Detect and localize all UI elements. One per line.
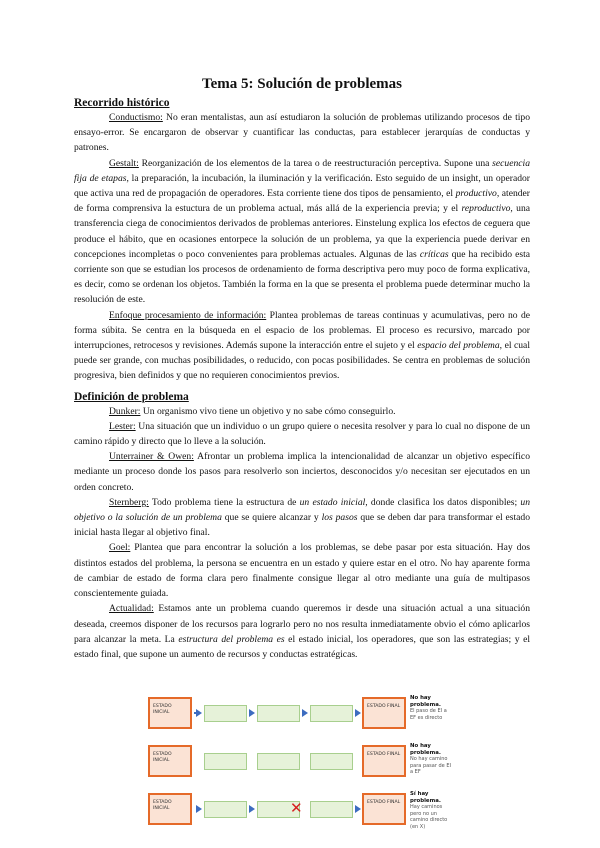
paragraph-text: , el cual puede ser grande, con muchas posibilidades, o reducido, con pocas posibilidades. Se centra en problemas de solución progresiva, bien definidos y que no requieren conocimientos previos. [74, 340, 530, 382]
paragraph-text: , donde clasifica los datos disponibles; [365, 496, 521, 508]
diagram-note [410, 695, 454, 721]
arrow-icon [302, 709, 308, 717]
step-box [204, 753, 247, 770]
paragraph-lester [74, 419, 530, 449]
note-title: Sí hay problema. [410, 791, 441, 804]
term-actualidad: Actualidad: [109, 603, 154, 615]
diagram-note [410, 791, 454, 830]
initial-state-box: ESTADO INICIAL [148, 793, 192, 825]
problem-states-diagram [144, 689, 458, 839]
paragraph-text: Plantea problemas de tareas continuas y acumulativas, pero no de forma súbita. Se centra en la búsqueda en el espacio de los problemas. El proceso es recursivo, marcado por interrupciones, retrocesos y revisiones. Además supone la interacción entre el sujeto y el [74, 309, 530, 352]
emphasis: los pasos [321, 512, 358, 524]
emphasis: productivo [455, 188, 497, 200]
section-heading-history: Recorrido histórico [74, 97, 170, 109]
paragraph-text: Reorganización de los elementos de la tarea o de reestructuración perceptiva. Supone una [138, 157, 493, 169]
emphasis: un estado inicial [299, 496, 366, 508]
document-page [74, 76, 530, 662]
note-text: No hay camino para pasar de EI a EF [410, 756, 451, 775]
initial-state-box: ESTADO INICIAL [148, 745, 192, 777]
emphasis: estructura del problema es [178, 633, 285, 645]
paragraph-text: No eran mentalistas, aun así estudiaron la solución de problemas utilizando procesos de tipo ensayo-error. Se encargaron de observar y cuantificar las conductas, para establecer jerarquías de conductas y patrones. [74, 112, 530, 154]
step-box [310, 801, 353, 818]
page-title: Tema 5: Solución de problemas [201, 76, 403, 92]
final-state-box: ESTADO FINAL [362, 697, 406, 729]
term-lester: Lester: [109, 420, 136, 432]
step-box [257, 705, 300, 722]
arrow-icon [355, 805, 361, 813]
emphasis: secuencia fija de etapas [74, 157, 530, 184]
paragraph-text: Una situación que un individuo o un grupo quiere o necesita resolver y para lo cual no dispone de un camino rápido y directo que lo lleve a la solución. [74, 420, 530, 448]
arrow-icon [196, 805, 202, 813]
paragraph-unterrainer [74, 449, 530, 495]
step-box [257, 753, 300, 770]
paragraph-text: Plantea que para encontrar la solución a los problemas, se debe pasar por esta situación. Hay dos distintos estados del problema, la persona se encuentra en un estado y quiere estar en el otro. No hay aparente forma de cambiar de estado de forma clara pero finalmente consigue llegar al otro mediante una guía de multipasos conscientemente guiada. [74, 542, 530, 600]
diagram-note [410, 743, 454, 776]
paragraph-gestalt [74, 156, 530, 308]
paragraph-text: que se quiere alcanzar y [221, 512, 322, 524]
note-text: Hay caminos pero no un camino directo (en X) [410, 804, 448, 830]
arrow-icon [196, 709, 202, 717]
diagram-row-direct [144, 693, 458, 733]
paragraph-text: que se deben dar para transformar el estado inicial hasta llegar al objetivo final. [74, 512, 531, 539]
step-box [310, 753, 353, 770]
paragraph-text: el estado inicial, los operadores, que son las estrategias; y el estado final, que supone un aumento de recursos y conductas estratégicas. [74, 633, 530, 660]
note-title: No hay problema. [410, 743, 441, 756]
term-gestalt: Gestalt: [109, 157, 139, 169]
step-box [204, 705, 247, 722]
paragraph-text: , una transferencia ciega de conocimientos derivados de problemas anteriores. Einstelung explica los efectos de ceguera que produce el hábito, que en ocasiones entorpece la solución de un problema, ya que la experiencia puede derivar en concepciones incompletas o poco convenientes para problemas actuales. Algunas de las [74, 203, 530, 260]
emphasis: críticas [419, 248, 449, 260]
emphasis: espacio del problema [417, 340, 500, 352]
emphasis: un objetivo o la solución de un problema [74, 496, 530, 524]
paragraph-text: que ha recibido esta corriente son que se estudian los procesos de ordenamiento de forma descriptiva pero muy poco de forma explicativa, es decir, como se ordenan los objetos. También la forma en la que se presenta el problema puede determinar mucho la resolución de este. [74, 248, 530, 306]
paragraph-text: Afrontar un problema implica la intencionalidad de alcanzar un objetivo específico mediante un proceso donde los pasos para resolverlo son inciertos, desconocidos y/o necesitan ser ejecutados en un orden concreto. [74, 451, 530, 493]
final-state-box: ESTADO FINAL [362, 745, 406, 777]
diagram-row-problem [144, 789, 458, 829]
term-unterrainer: Unterrainer & Owen: [109, 451, 194, 463]
paragraph-text: Un organismo vivo tiene un objetivo y no sabe cómo conseguirlo. [140, 405, 396, 417]
paragraph-text: Todo problema tiene la estructura de [148, 496, 300, 508]
paragraph-dunker [74, 404, 530, 419]
arrow-icon [355, 709, 361, 717]
diagram-row-no-path [144, 741, 458, 781]
final-state-box: ESTADO FINAL [362, 793, 406, 825]
note-text: El paso de EI a EF es directo [410, 708, 447, 721]
term-goel: Goel: [109, 542, 131, 554]
paragraph-text: , atender de forma comprensiva la estuctura de un problema actual, más allá de la experiencia previa; y el [74, 188, 530, 215]
term-conductismo: Conductismo: [109, 112, 163, 123]
step-box [204, 801, 247, 818]
step-box [310, 705, 353, 722]
paragraph-actualidad [74, 601, 530, 662]
blocked-x-icon: ✕ [290, 799, 303, 817]
paragraph-goel [74, 540, 530, 601]
arrow-icon [249, 805, 255, 813]
paragraph-text: , la preparación, la incubación, la iluminación y la verificación. Esto seguido de un insight, un operador que activa una red de propagación de operadores. Esta corriente tiene dos tipos de pensamiento, el [74, 172, 530, 200]
arrow-icon [249, 709, 255, 717]
paragraph-sternberg [74, 495, 530, 541]
emphasis: reproductivo [461, 203, 511, 215]
section-heading-definition: Definición de problema [74, 390, 189, 403]
term-sternberg: Sternberg: [109, 496, 149, 508]
paragraph-conductismo [74, 110, 530, 156]
paragraph-text: Estamos ante un problema cuando queremos ir desde una situación actual a una situación deseada, creemos disponer de los recursos para lograrlo pero no nos resulta inmediatamente obvio el cómo aplicarlos para alcanzar la meta. La [74, 603, 530, 645]
note-title: No hay problema. [410, 695, 441, 708]
term-dunker: Dunker: [109, 405, 141, 417]
term-enfoque: Enfoque procesamiento de información: [109, 309, 267, 321]
initial-state-box: ESTADO INICIAL [148, 697, 192, 729]
paragraph-enfoque [74, 308, 530, 384]
